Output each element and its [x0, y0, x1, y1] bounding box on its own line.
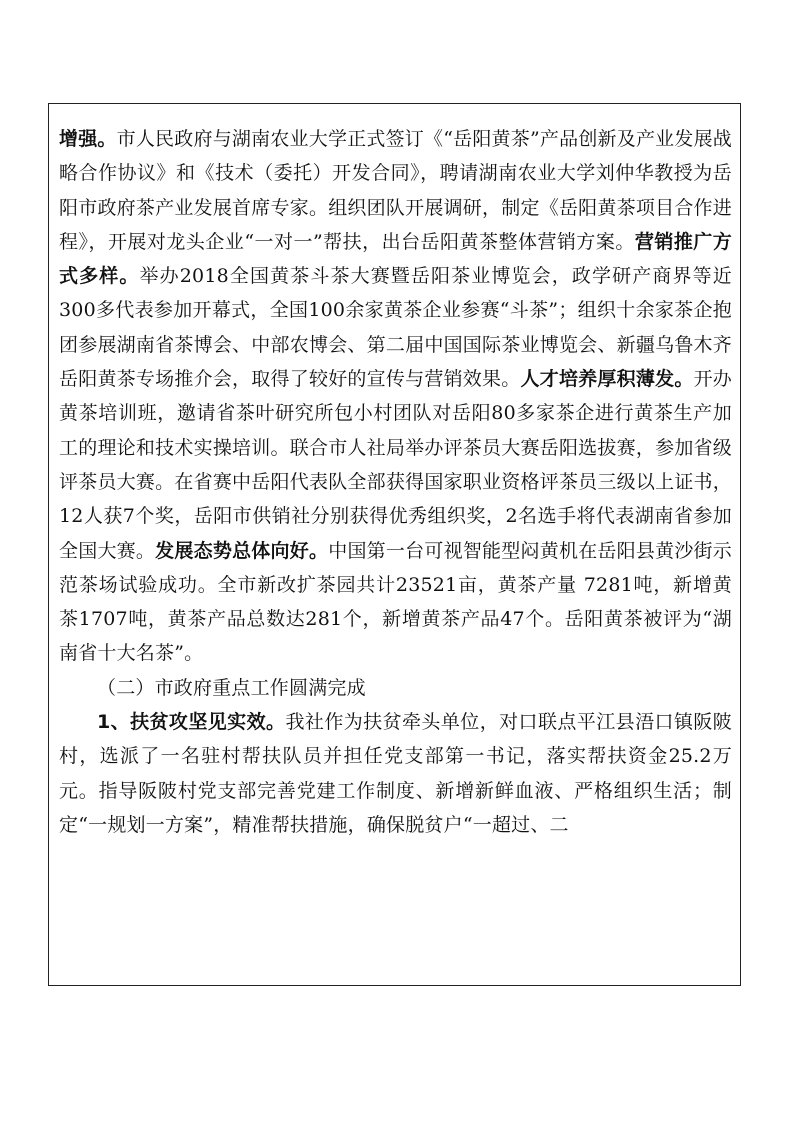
- section-title: （二）市政府重点工作圆满完成: [97, 676, 366, 699]
- paragraph-tea-industry: [59, 122, 732, 671]
- text-marketing: 举办2018全国黄茶斗茶大赛暨岳阳茶业博览会，政学研产商界等近300多代表参加开幕式，全国100余家黄茶企业参赛“斗茶”；组织十余家茶企抱团参展湖南省茶博会、中部农博会、第二届中国国际茶业博览会、新疆乌鲁木齐岳阳黄茶专场推介会，取得了较好的宣传与营销效果。: [59, 265, 732, 391]
- heading-strengthen: 增强。: [59, 128, 117, 150]
- document-frame: [48, 103, 741, 986]
- heading-development: 发展态势总体向好。: [155, 539, 329, 562]
- heading-poverty: 1、扶贫攻坚见实效。: [97, 711, 286, 734]
- heading-talent: 人才培养厚积薄发。: [520, 368, 694, 391]
- paragraph-poverty-alleviation: [59, 705, 732, 842]
- text-cooperation: 市人民政府与湖南农业大学正式签订《“岳阳黄茶”产品创新及产业发展战略合作协议》和《技术（委托）开发合同》，聘请湖南农业大学刘仲华教授为岳阳市政府茶产业发展首席专家。组织团队开展调研，制定《岳阳黄茶项目合作进程》，开展对龙头企业“一对一”帮扶，出台岳阳黄茶整体营销方案。: [59, 128, 732, 253]
- text-development: 中国第一台可视智能型闷黄机在岳阳县黄沙街示范茶场试验成功。全市新改扩茶园共计23521亩，黄茶产量 7281吨，新增黄茶1707吨，黄茶产品总数达281个，新增黄茶产品47个。岳阳黄茶被评为“湖南省十大名茶”。: [59, 539, 732, 665]
- heading-marketing: 营销推广方式多样。: [59, 230, 732, 288]
- text-talent: 开办黄茶培训班，邀请省茶叶研究所包小村团队对岳阳80多家茶企进行黄茶生产加工的理论和技术实操培训。联合市人社局举办评茶员大赛岳阳选拔赛，参加省级评茶员大赛。在省赛中岳阳代表队全部获得国家职业资格评茶员三级以上证书，12人获7个奖，岳阳市供销社分别获得优秀组织奖，2名选手将代表湖南省参加全国大赛。: [59, 368, 732, 562]
- document-body: [59, 122, 732, 842]
- text-poverty: 我社作为扶贫牵头单位，对口联点平江县浯口镇阪陂村，选派了一名驻村帮扶队员并担任党支部第一书记，落实帮扶资金25.2万元。指导阪陂村党支部完善党建工作制度、新增新鲜血液、严格组织生活；制定“一规划一方案”，精准帮扶措施，确保脱贫户“一超过、二: [59, 711, 732, 836]
- section-heading-2: [59, 671, 732, 705]
